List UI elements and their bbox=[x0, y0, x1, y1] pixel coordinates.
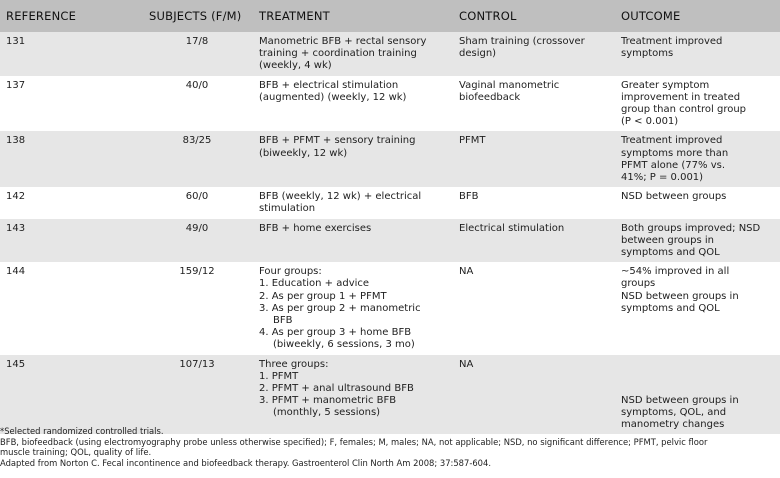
treatment-cell bbox=[253, 76, 453, 132]
outcome-line: symptoms more than bbox=[621, 147, 729, 159]
outcome-cell bbox=[615, 131, 780, 187]
treatment-intro: Three groups: bbox=[259, 358, 329, 370]
treatment-line: BFB + PFMT + sensory training bbox=[259, 135, 416, 147]
table-row bbox=[0, 355, 780, 435]
outcome-line: Treatment improved bbox=[621, 36, 723, 47]
outcome-part bbox=[621, 291, 776, 315]
control-cell bbox=[453, 219, 615, 263]
subjects-cell: 49/0 bbox=[185, 222, 209, 234]
treatment-line: (biweekly, 12 wk) bbox=[259, 147, 348, 159]
outcome-line: symptoms and QOL bbox=[621, 302, 720, 314]
control-cell bbox=[453, 355, 615, 435]
control-line: NA bbox=[459, 266, 474, 278]
header-reference: REFERENCE bbox=[6, 9, 77, 23]
outcome-line: symptoms, QOL, and bbox=[621, 406, 727, 418]
table-body bbox=[0, 32, 780, 434]
treatment-line: BFB + home exercises bbox=[259, 222, 372, 234]
treatment-cell bbox=[253, 32, 453, 76]
control-line: BFB bbox=[459, 191, 479, 203]
subjects-cell: 60/0 bbox=[185, 191, 209, 203]
control-line: Electrical stimulation bbox=[459, 222, 565, 234]
outcome-line: ~54% improved in all bbox=[621, 266, 730, 278]
table-row bbox=[0, 219, 780, 263]
subjects-cell: 17/8 bbox=[185, 36, 209, 47]
subjects-cell: 159/12 bbox=[179, 266, 215, 278]
control-cell bbox=[453, 131, 615, 187]
treatment-cell bbox=[253, 219, 453, 263]
treatment-line: BFB (weekly, 12 wk) + electrical bbox=[259, 191, 422, 203]
header-control: CONTROL bbox=[459, 9, 517, 23]
control-line: NA bbox=[459, 358, 474, 370]
outcome-line: symptoms and QOL bbox=[621, 247, 720, 259]
treatment-group-item bbox=[259, 371, 449, 383]
outcome-line: group than control group bbox=[621, 104, 747, 116]
outcome-line: improvement in treated bbox=[621, 91, 741, 103]
treatment-group-item bbox=[259, 278, 449, 290]
outcome-line: Both groups improved; NSD bbox=[621, 222, 761, 234]
outcome-cell bbox=[615, 76, 780, 132]
outcome-cell bbox=[615, 219, 780, 263]
treatment-group-line: 1. Education + advice bbox=[259, 278, 370, 290]
treatment-line: stimulation bbox=[259, 203, 316, 215]
control-line: Vaginal manometric bbox=[459, 79, 560, 91]
control-line: design) bbox=[459, 48, 497, 60]
control-cell bbox=[453, 76, 615, 132]
reference-cell: 145 bbox=[6, 358, 26, 370]
treatment-cell bbox=[253, 262, 453, 354]
treatment-group-line: 3. As per group 2 + manometric bbox=[259, 302, 421, 314]
outcome-line: Treatment improved bbox=[621, 135, 723, 147]
outcome-cell bbox=[615, 187, 780, 218]
treatment-line: Manometric BFB + rectal sensory bbox=[259, 36, 427, 47]
treatment-group-line: (monthly, 5 sessions) bbox=[273, 407, 381, 419]
footnote-line: *Selected randomized controlled trials. bbox=[0, 426, 164, 436]
table-header-row bbox=[0, 0, 780, 32]
outcome-line: (P < 0.001) bbox=[621, 116, 679, 128]
treatment-group-line: 1. PFMT bbox=[259, 370, 299, 382]
treatment-cell bbox=[253, 355, 453, 435]
control-line: Sham training (crossover bbox=[459, 36, 585, 47]
outcome-spacer bbox=[621, 359, 776, 395]
outcome-line: between groups in bbox=[621, 234, 714, 246]
reference-cell: 137 bbox=[6, 79, 26, 91]
footnotes bbox=[0, 426, 780, 468]
treatment-group-item bbox=[259, 395, 449, 419]
control-line: biofeedback bbox=[459, 91, 521, 103]
treatment-group-line: 2. PFMT + anal ultrasound BFB bbox=[259, 383, 414, 395]
reference-cell: 131 bbox=[6, 36, 26, 47]
treatment-line: (augmented) (weekly, 12 wk) bbox=[259, 91, 407, 103]
footnote-line: muscle training; QOL, quality of life. bbox=[0, 447, 152, 458]
control-cell bbox=[453, 262, 615, 354]
header-treatment: TREATMENT bbox=[259, 9, 330, 23]
outcome-line: NSD between groups in bbox=[621, 290, 739, 302]
header-subjects: SUBJECTS (F/M) bbox=[149, 9, 242, 23]
outcome-line: PFMT alone (77% vs. bbox=[621, 159, 726, 171]
treatment-group-line: (biweekly, 6 sessions, 3 mo) bbox=[273, 339, 415, 351]
outcome-line: NSD between groups in bbox=[621, 394, 739, 406]
outcome-line: Greater symptom bbox=[621, 79, 710, 91]
footnote-line: BFB, biofeedback (using electromyography probe unless otherwise specified); F, females; M, males; NA, not applicable; NSD, no significant difference; PFMT, pelvic floor bbox=[0, 436, 708, 447]
table-row bbox=[0, 76, 780, 132]
treatment-cell bbox=[253, 131, 453, 187]
outcome-line: NSD between groups bbox=[621, 191, 727, 203]
table-row bbox=[0, 131, 780, 187]
table-row bbox=[0, 262, 780, 354]
reference-cell: 138 bbox=[6, 135, 26, 147]
treatment-line: BFB + electrical stimulation bbox=[259, 79, 399, 91]
subjects-cell: 83/25 bbox=[182, 135, 212, 147]
outcome-cell bbox=[615, 262, 780, 354]
treatment-group-item bbox=[259, 303, 449, 327]
outcome-part bbox=[621, 266, 776, 290]
treatment-group-item bbox=[259, 383, 449, 395]
treatment-group-line: 4. As per group 3 + home BFB bbox=[259, 327, 412, 339]
control-cell bbox=[453, 187, 615, 218]
table-row bbox=[0, 187, 780, 218]
control-cell bbox=[453, 32, 615, 76]
treatment-line: training + coordination training bbox=[259, 48, 417, 60]
treatment-group-line: 3. PFMT + manometric BFB bbox=[259, 395, 397, 407]
treatment-group-item bbox=[259, 327, 449, 351]
outcome-line: groups bbox=[621, 278, 656, 290]
outcome-line: manometry changes bbox=[621, 419, 725, 431]
treatment-intro: Four groups: bbox=[259, 266, 322, 278]
reference-cell: 142 bbox=[6, 191, 26, 203]
reference-cell: 143 bbox=[6, 222, 26, 234]
table-row bbox=[0, 32, 780, 76]
treatment-group-line: BFB bbox=[273, 315, 293, 327]
outcome-cell bbox=[615, 32, 780, 76]
header-outcome: OUTCOME bbox=[621, 9, 681, 23]
control-line: PFMT bbox=[459, 135, 486, 147]
treatment-group-item bbox=[259, 291, 449, 303]
treatment-group-line: 2. As per group 1 + PFMT bbox=[259, 290, 387, 302]
treatment-line: (weekly, 4 wk) bbox=[259, 60, 332, 72]
outcome-line: 41%; P = 0.001) bbox=[621, 172, 704, 184]
subjects-cell: 40/0 bbox=[185, 79, 209, 91]
subjects-cell: 107/13 bbox=[179, 358, 215, 370]
treatment-cell bbox=[253, 187, 453, 218]
reference-cell: 144 bbox=[6, 266, 26, 278]
outcome-line: symptoms bbox=[621, 48, 674, 60]
footnote-line: Adapted from Norton C. Fecal incontinence and biofeedback therapy. Gastroenterol Clin North Am 2008; 37:587-604. bbox=[0, 457, 492, 468]
outcome-cell bbox=[615, 355, 780, 435]
